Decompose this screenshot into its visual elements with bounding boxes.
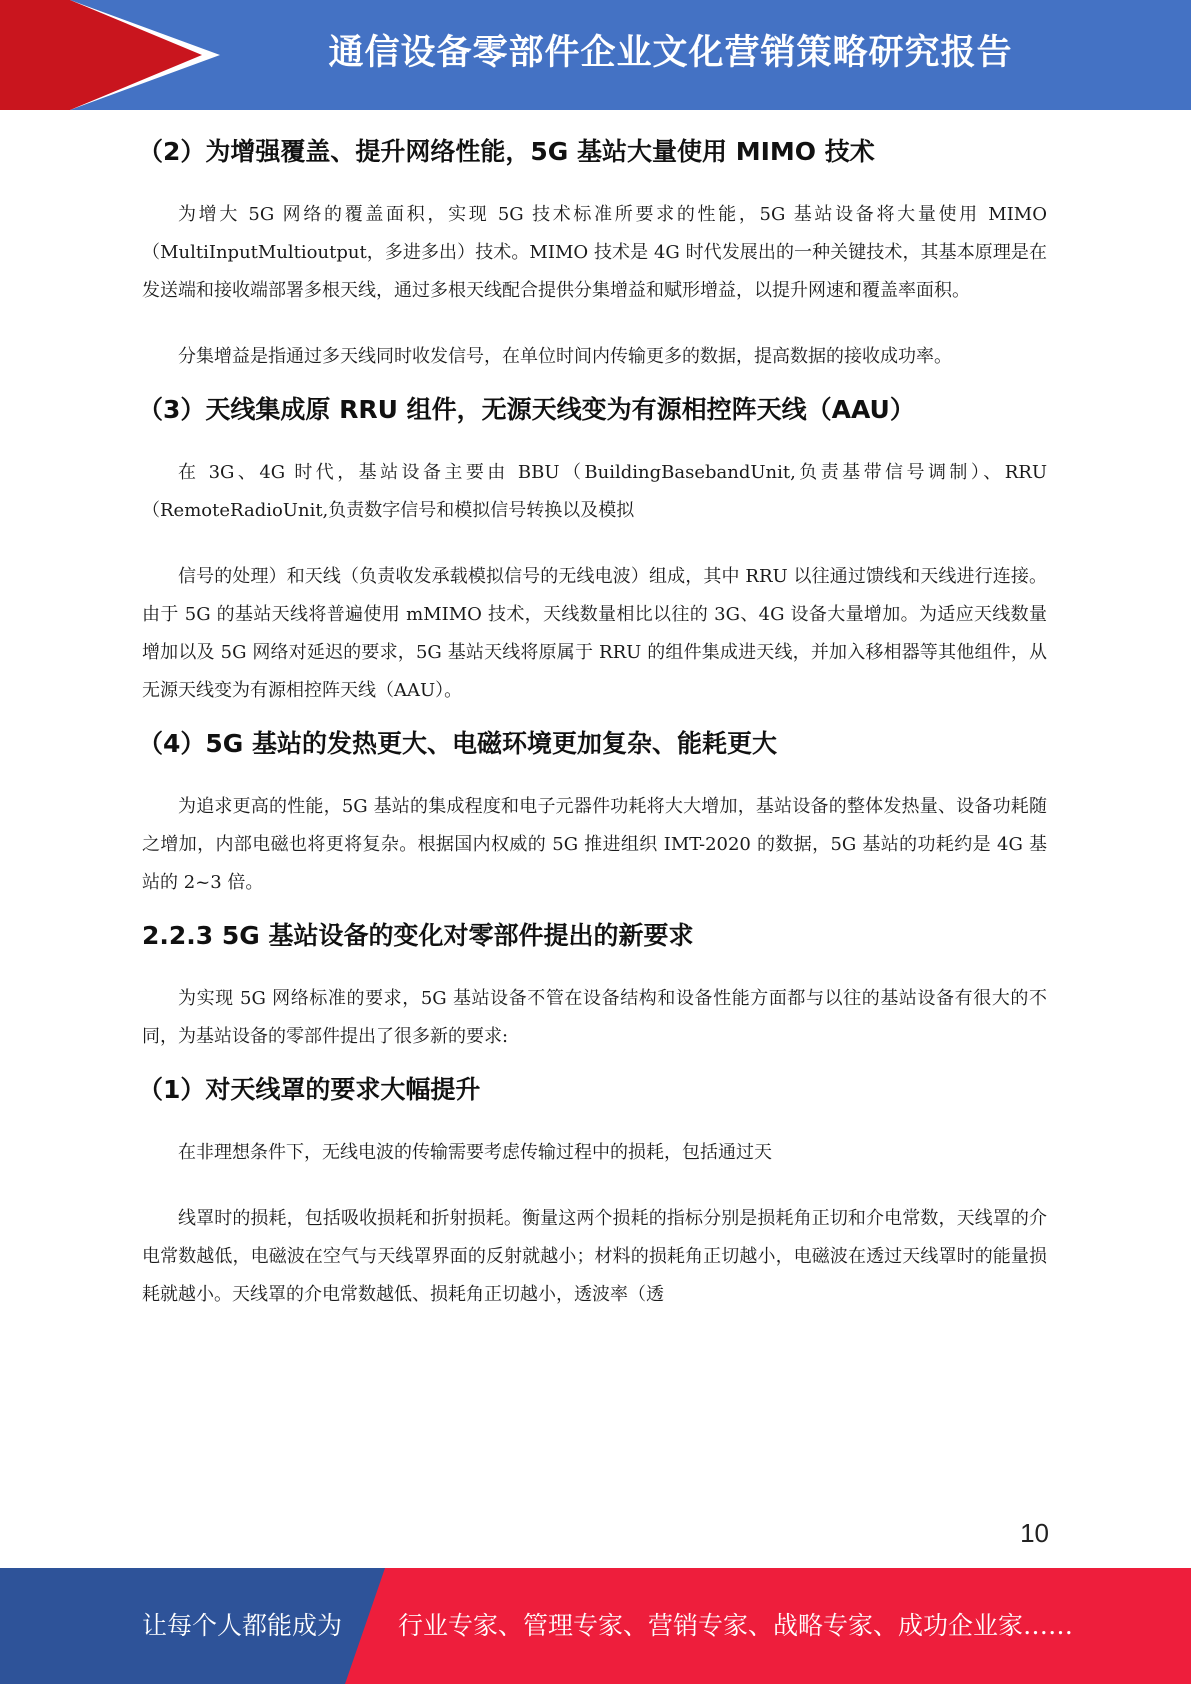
paragraph-mimo-intro: 为增大 5G 网络的覆盖面积，实现 5G 技术标准所要求的性能，5G 基站设备将大量使用 MIMO （MultiInputMultioutput，多进多出）技术。MIMO 技术是 4G 时代发展出的一种关键技术，其基本原理是在发送端和接收端部署多根天线，通过多根天线配合提供分集增益和赋形增益，以提升网速和覆盖率面积。 [142, 204, 1047, 301]
heading-power: （4）5G 基站的发热更大、电磁环境更加复杂、能耗更大 [138, 729, 778, 758]
footer-slogan-left: 让每个人都能成为 [142, 1611, 343, 1640]
page-header [0, 0, 1191, 110]
paragraph-loss-intro: 在非理想条件下，无线电波的传输需要考虑传输过程中的损耗，包括通过天 [178, 1142, 772, 1163]
paragraph-aau: 信号的处理）和天线（负责收发承载模拟信号的无线电波）组成，其中 RRU 以往通过馈线和天线进行连接。由于 5G 的基站天线将普遍使用 mMIMO 技术，天线数量相比以往的 3G、4G 设备大量增加。为适应天线数量增加以及 5G 网络对延迟的要求，5G 基站天线将原属于 RRU 的组件集成进天线，并加入移相器等其他组件，从无源天线变为有源相控阵天线（AAU）。 [142, 566, 1047, 701]
heading-radome: （1）对天线罩的要求大幅提升 [138, 1075, 481, 1104]
section-heading-223: 2.2.3 5G 基站设备的变化对零部件提出的新要求 [142, 921, 694, 950]
report-title: 通信设备零部件企业文化营销策略研究报告 [328, 33, 1013, 73]
page-footer [0, 1568, 1191, 1684]
paragraph-power: 为追求更高的性能，5G 基站的集成程度和电子元器件功耗将大大增加，基站设备的整体发热量、设备功耗随之增加，内部电磁也将更将复杂。根据国内权威的 5G 推进组织 IMT-2020 的数据，5G 基站的功耗约是 4G 基站的 2~3 倍。 [142, 796, 1047, 893]
paragraph-diversity-gain: 分集增益是指通过多天线同时收发信号，在单位时间内传输更多的数据，提高数据的接收成功率。 [178, 346, 952, 367]
header-red-block [0, 0, 70, 110]
footer-slogan-right: 行业专家、管理专家、营销专家、战略专家、成功企业家…… [398, 1611, 1074, 1640]
heading-mimo: （2）为增强覆盖、提升网络性能，5G 基站大量使用 MIMO 技术 [138, 137, 875, 166]
heading-aau: （3）天线集成原 RRU 组件，无源天线变为有源相控阵天线（AAU） [138, 395, 915, 424]
document-body [138, 118, 1047, 1314]
paragraph-new-requirements: 为实现 5G 网络标准的要求，5G 基站设备不管在设备结构和设备性能方面都与以往的基站设备有很大的不同，为基站设备的零部件提出了很多新的要求: [142, 988, 1047, 1047]
paragraph-radome-loss: 线罩时的损耗，包括吸收损耗和折射损耗。衡量这两个损耗的指标分别是损耗角正切和介电常数，天线罩的介电常数越低，电磁波在空气与天线罩界面的反射就越小；材料的损耗角正切越小，电磁波在透过天线罩时的能量损耗就越小。天线罩的介电常数越低、损耗角正切越小，透波率（透 [142, 1208, 1047, 1305]
paragraph-bbu-rru: 在 3G、4G 时代，基站设备主要由 BBU（BuildingBasebandUnit,负责基带信号调制）、RRU （RemoteRadioUnit,负责数字信号和模拟信号转换以及模拟 [142, 462, 1047, 521]
page-number: 10 [1020, 1518, 1049, 1548]
